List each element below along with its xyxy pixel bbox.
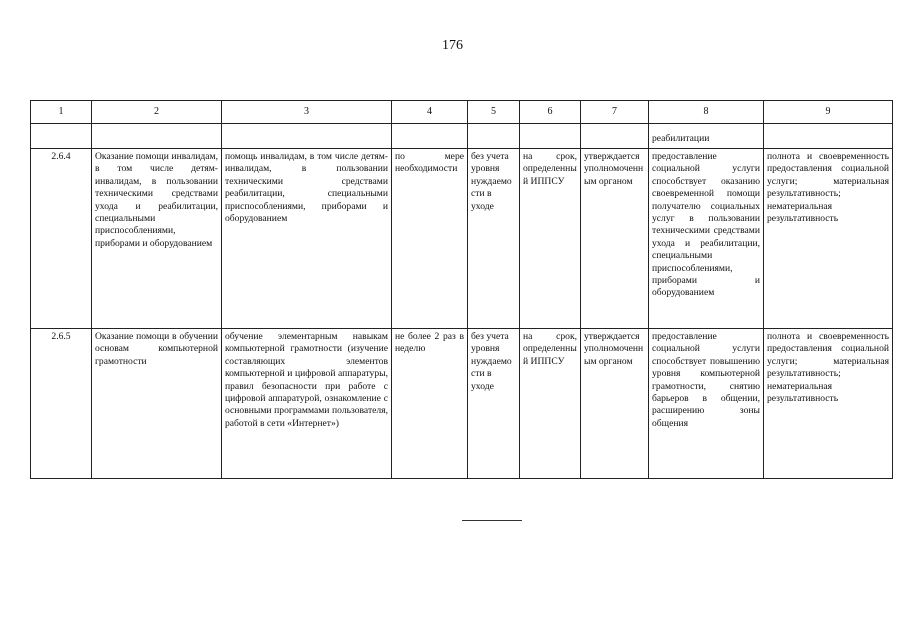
table-cell [764, 124, 893, 149]
service-description-cell: обучение элементарным навыкам компьютерной грамотности (изучение составляющих элементов компьютерной и цифровой аппаратуры, правил безопасности при работе с цифровой аппаратурой, ознакомление с основными программами пользователя, работой в сети «Интернет») [222, 329, 392, 479]
header-cell: 1 [31, 101, 92, 124]
header-cell: 4 [392, 101, 468, 124]
table-cell [468, 124, 520, 149]
table-row [31, 329, 893, 479]
term-cell: на срок, определенный ИППСУ [520, 329, 581, 479]
service-description-cell: помощь инвалидам, в том числе детям-инвалидам, в пользовании техническими средствами реабилитации, специальными приспособлениями, приборами и оборудованием [222, 149, 392, 329]
term-cell: на срок, определенный ИППСУ [520, 149, 581, 329]
cost-cell: утверждается уполномоченным органом [581, 329, 649, 479]
frequency-cell: по мере необходимости [392, 149, 468, 329]
row-number: 2.6.4 [31, 149, 92, 329]
row-number: 2.6.5 [31, 329, 92, 479]
service-name-cell: Оказание помощи инвалидам, в том числе детям-инвалидам, в пользовании техническими средствами ухода и реабилитации, специальными приспособлениями, приборами и оборудованием [92, 149, 222, 329]
end-rule [462, 520, 522, 521]
table-cell [520, 124, 581, 149]
page-number: 176 [442, 38, 463, 53]
continuation-row [31, 124, 893, 149]
header-cell: 7 [581, 101, 649, 124]
frequency-cell: не более 2 раз в неделю [392, 329, 468, 479]
table-row [31, 149, 893, 329]
table-cell [92, 124, 222, 149]
header-cell: 9 [764, 101, 893, 124]
conditions-cell: предоставление социальной услуги способствует оказанию своевременной помощи получателю социальных услуг в пользовании техническими средствами ухода и реабилитации, специальными приспособлениями, приборами и оборудованием [649, 149, 764, 329]
header-cell: 8 [649, 101, 764, 124]
services-table [30, 100, 893, 479]
cost-cell: утверждается уполномоченным органом [581, 149, 649, 329]
norm-cell: без учета уровня нуждаемости в уходе [468, 149, 520, 329]
table-cell: реабилитации [649, 124, 764, 149]
table-cell [581, 124, 649, 149]
header-cell: 6 [520, 101, 581, 124]
header-cell: 3 [222, 101, 392, 124]
table-cell [31, 124, 92, 149]
service-name-cell: Оказание помощи в обучении основам компьютерной грамотности [92, 329, 222, 479]
conditions-cell: предоставление социальной услуги способствует повышению уровня компьютерной грамотности, снятию барьеров в общении, расширению зоны общения [649, 329, 764, 479]
quality-cell: полнота и своевременность предоставления социальной услуги; материальная результативность; нематериальная результативность [764, 149, 893, 329]
header-cell: 2 [92, 101, 222, 124]
table-cell [392, 124, 468, 149]
quality-cell: полнота и своевременность предоставления социальной услуги; материальная результативность; нематериальная результативность [764, 329, 893, 479]
header-cell: 5 [468, 101, 520, 124]
table-cell [222, 124, 392, 149]
norm-cell: без учета уровня нуждаемости в уходе [468, 329, 520, 479]
header-row [31, 101, 893, 124]
